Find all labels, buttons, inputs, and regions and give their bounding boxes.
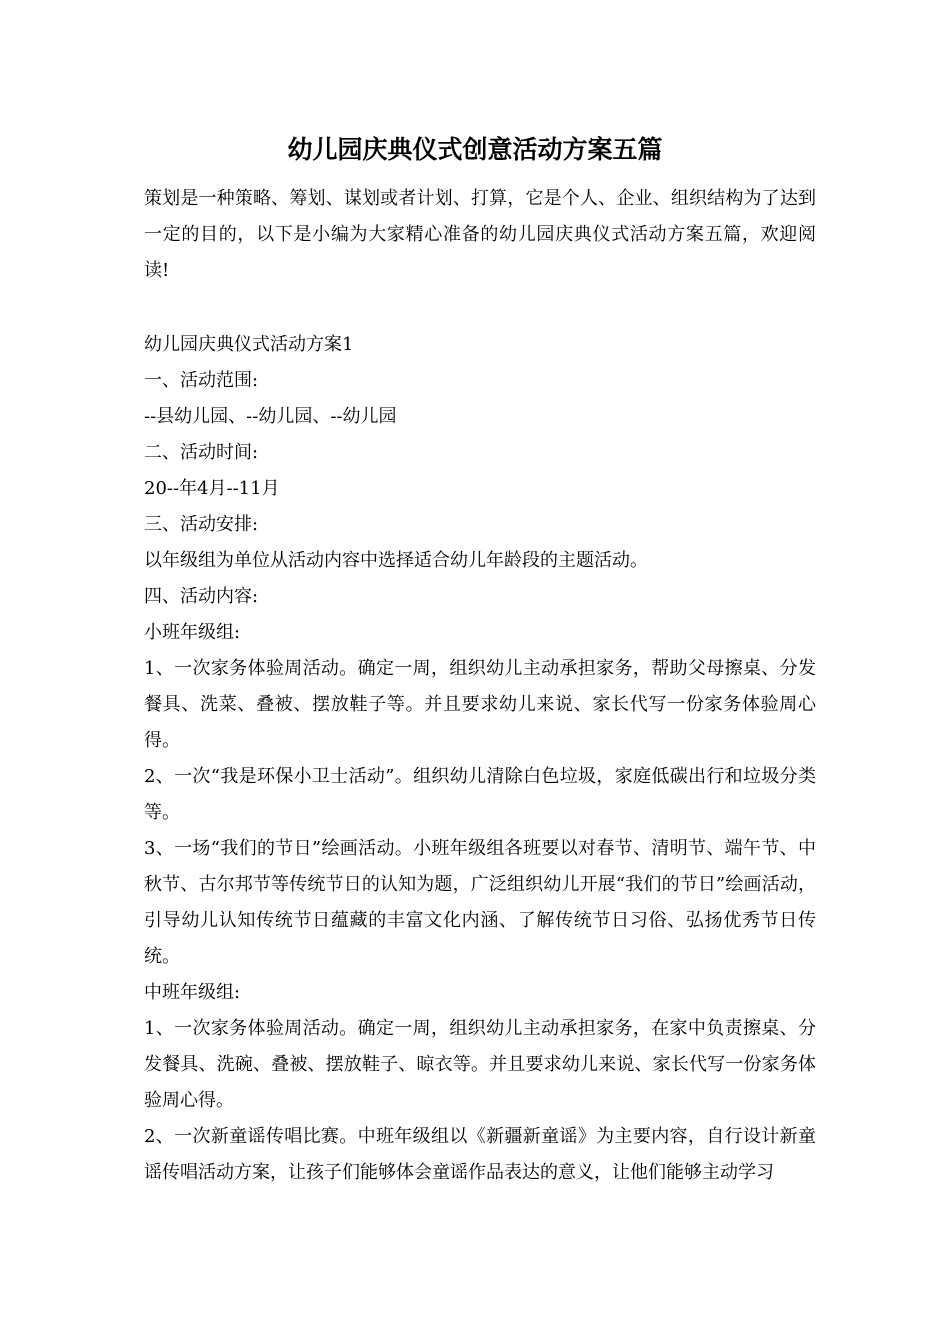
heading-activity-arrangement: 三、活动安排: <box>144 514 259 535</box>
intro-paragraph: 策划是一种策略、筹划、谋划或者计划、打算，它是个人、企业、组织结构为了达到一定的目的，以下是小编为大家精心准备的幼儿园庆典仪式活动方案五篇，欢迎阅读! <box>144 188 816 281</box>
list-item: 1、一次家务体验周活动。确定一周，组织幼儿主动承担家务，在家中负责擦桌、分发餐具、洗碗、叠被、摆放鞋子、晾衣等。并且要求幼儿来说、家长代写一份家务体验周心得。 <box>144 1018 816 1111</box>
document-title: 幼儿园庆典仪式创意活动方案五篇 <box>287 135 663 164</box>
list-item: 2、一次“我是环保小卫士活动”。组织幼儿清除白色垃圾，家庭低碳出行和垃圾分类等。 <box>144 766 816 823</box>
list-item: 1、一次家务体验周活动。确定一周，组织幼儿主动承担家务，帮助父母擦桌、分发餐具、洗菜、叠被、摆放鞋子等。并且要求幼儿来说、家长代写一份家务体验周心得。 <box>144 658 816 751</box>
heading-activity-content: 四、活动内容: <box>144 586 259 607</box>
intro-block <box>144 181 816 289</box>
subheading-middle-class: 中班年级组: <box>144 982 241 1003</box>
subheading-junior-class: 小班年级组: <box>144 622 241 643</box>
paragraph-activity-scope: --县幼儿园、--幼儿园、--幼儿园 <box>144 406 397 427</box>
list-item: 2、一次新童谣传唱比赛。中班年级组以《新疆新童谣》为主要内容，自行设计新童谣传唱活动方案，让孩子们能够体会童谣作品表达的意义，让他们能够主动学习 <box>144 1126 816 1183</box>
document-body <box>144 327 816 1191</box>
paragraph-activity-time: 20--年4月--11月 <box>144 478 280 499</box>
paragraph-activity-arrangement: 以年级组为单位从活动内容中选择适合幼儿年龄段的主题活动。 <box>144 550 648 571</box>
heading-activity-scope: 一、活动范围: <box>144 370 259 391</box>
section-heading-plan-1: 幼儿园庆典仪式活动方案1 <box>144 334 354 355</box>
heading-activity-time: 二、活动时间: <box>144 442 259 463</box>
list-item: 3、一场“我们的节日”绘画活动。小班年级组各班要以对春节、清明节、端午节、中秋节、古尔邦节等传统节日的认知为题，广泛组织幼儿开展“我们的节日”绘画活动，引导幼儿认知传统节日蕴藏的丰富文化内涵、了解传统节日习俗、弘扬优秀节日传统。 <box>144 838 816 967</box>
